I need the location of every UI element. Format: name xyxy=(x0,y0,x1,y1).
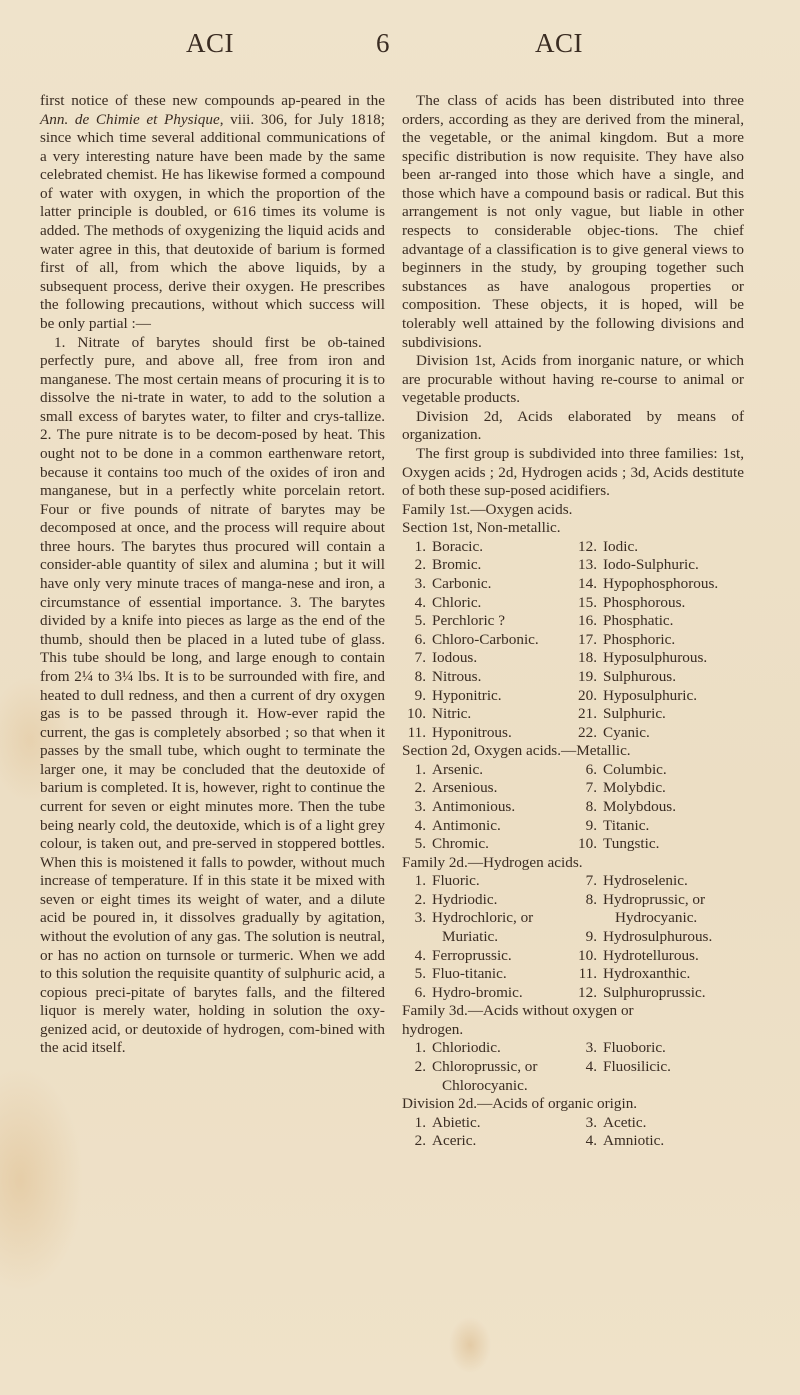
item-number: 7. xyxy=(585,872,597,890)
item-number: 12. xyxy=(578,983,597,1001)
acid-name: Columbic. xyxy=(603,760,667,778)
acid-name: Hydroselenic. xyxy=(603,872,688,890)
acid-name: Iodous. xyxy=(432,649,478,667)
journal-title: Ann. de Chimie et Physique xyxy=(40,110,220,128)
item-number: 4. xyxy=(414,946,426,964)
item-number: 21. xyxy=(578,705,597,723)
acid-name: Bromic. xyxy=(432,556,482,574)
acid-name: Tungstic. xyxy=(603,835,660,853)
list-item xyxy=(402,575,573,594)
list-item xyxy=(402,965,573,984)
acid-name-continued: Chlorocyanic. xyxy=(442,1076,528,1094)
list-item xyxy=(402,668,573,687)
item-number: 11. xyxy=(407,723,426,741)
item-number: 4. xyxy=(585,1132,597,1150)
acid-name: Amniotic. xyxy=(603,1132,665,1150)
list-item xyxy=(573,798,744,817)
acid-name: Hydriodic. xyxy=(432,890,498,908)
item-number: 15. xyxy=(578,593,597,611)
running-head-left: ACI xyxy=(186,28,234,58)
item-number: 8. xyxy=(585,890,597,908)
list-item xyxy=(573,575,744,594)
list-item xyxy=(402,984,573,1003)
acid-name: Nitric. xyxy=(432,705,472,723)
item-number: 3. xyxy=(414,575,426,593)
item-number: 7. xyxy=(414,649,426,667)
item-number: 6. xyxy=(414,983,426,1001)
family-3-title: Family 3d.—Acids without oxygen or hydrogen. xyxy=(402,1002,634,1038)
acid-name: Ferroprussic. xyxy=(432,946,512,964)
item-number: 17. xyxy=(578,630,597,648)
acid-name: Chloriodic. xyxy=(432,1039,501,1057)
list-item xyxy=(573,538,744,557)
acid-name: Phosphorous. xyxy=(603,593,686,611)
list-item xyxy=(402,1077,573,1096)
family-1-title: Family 1st.—Oxygen acids. xyxy=(402,500,573,518)
list-item xyxy=(573,1114,744,1133)
acid-name: Hyposulphurous. xyxy=(603,649,708,667)
acid-name: Chloric. xyxy=(432,593,482,611)
list-item xyxy=(402,817,573,836)
acid-name: Sulphuroprussic. xyxy=(603,983,706,1001)
acid-name: Phosphatic. xyxy=(603,612,674,630)
acid-name: Hyponitrous. xyxy=(432,723,512,741)
acid-name: Fluo-titanic. xyxy=(432,965,507,983)
list-item xyxy=(573,594,744,613)
acid-name: Nitrous. xyxy=(432,667,482,685)
list-item xyxy=(402,798,573,817)
division-2-acid-list xyxy=(402,1114,744,1151)
list-item xyxy=(573,1132,744,1151)
list-item xyxy=(573,649,744,668)
list-item xyxy=(573,1058,744,1077)
item-number: 1. xyxy=(414,760,426,778)
acid-name: Iodo-Sulphuric. xyxy=(603,556,699,574)
list-item xyxy=(573,779,744,798)
acid-name: Aceric. xyxy=(432,1132,477,1150)
acid-name: Hydrosulphurous. xyxy=(603,928,713,946)
list-item xyxy=(402,909,573,928)
acid-name: Antimonic. xyxy=(432,816,501,834)
paragraph-intro: first notice of these new compounds ap-peared in the Ann. de Chimie et Physique, viii. 306, for July 1818; since which time several additional communications of a very interesting nature have been made by the same celebrated chemist. He has likewise formed a compound of water with oxygen, in which the proportion of the latter principle is doubled, or 616 times its volume is added. The methods of oxygenizing the liquid acids and water agree in this, that deutoxide of barium is formed first of all, from which the above liquids, by a subsequent process, derive their oxygen. He prescribes the following precautions, without which success will be only partial :— xyxy=(40,92,385,332)
list-item xyxy=(402,1058,573,1077)
list-item xyxy=(573,687,744,706)
acid-name: Chloroprussic, or xyxy=(432,1058,538,1076)
list-item xyxy=(573,668,744,687)
division-2-title: Division 2d.—Acids of organic origin. xyxy=(402,1095,638,1113)
list-item xyxy=(402,872,573,891)
item-number: 5. xyxy=(414,835,426,853)
list-item xyxy=(402,705,573,724)
item-number: 4. xyxy=(414,816,426,834)
list-item xyxy=(402,724,573,743)
acid-name: Hydrotellurous. xyxy=(603,946,699,964)
list-item xyxy=(573,909,744,928)
list-item xyxy=(573,1039,744,1058)
acid-name: Phosphoric. xyxy=(603,630,676,648)
item-number: 1. xyxy=(414,537,426,555)
list-item xyxy=(402,556,573,575)
acid-name: Cyanic. xyxy=(603,723,650,741)
list-item xyxy=(573,835,744,854)
item-number: 2. xyxy=(414,1132,426,1150)
list-item xyxy=(573,817,744,836)
section-2-acid-list xyxy=(402,761,744,854)
acid-name: Fluoric. xyxy=(432,872,480,890)
acid-name: Molybdous. xyxy=(603,797,676,815)
item-number: 3. xyxy=(414,797,426,815)
page-number: 6 xyxy=(376,28,390,58)
list-item xyxy=(402,538,573,557)
list-item-empty xyxy=(573,1077,744,1096)
section-1-title: Section 1st, Non-metallic. xyxy=(402,519,561,537)
item-number: 2. xyxy=(414,779,426,797)
paragraph-classification: The class of acids has been distributed into three orders, according as they are derived from the mineral, the vegetable, or the animal kingdom. But a more specific distribution is now requisite. They have also been ar-ranged into those which have a single, and those which have a compound basis or radical. But this arrangement is not only vague, but liable in other respects to considerable objec-tions. The chief advantage of a classification is to give general views to beginners in the study, by grouping together such substances as have analogous properties or composition. These objects, it is hoped, will be tolerably well attained by the following divisions and subdivisions. xyxy=(402,92,744,351)
list-item xyxy=(573,631,744,650)
list-item xyxy=(573,705,744,724)
item-number: 9. xyxy=(414,686,426,704)
item-number: 3. xyxy=(585,1113,597,1131)
item-number: 3. xyxy=(585,1039,597,1057)
acid-name-continued xyxy=(573,1077,615,1096)
family-2-acid-list xyxy=(402,872,744,1002)
list-item xyxy=(573,556,744,575)
list-item xyxy=(402,1039,573,1058)
item-number: 10. xyxy=(578,946,597,964)
item-number: 5. xyxy=(414,612,426,630)
list-item xyxy=(402,612,573,631)
list-item xyxy=(402,631,573,650)
acid-name: Antimonious. xyxy=(432,797,516,815)
list-item xyxy=(573,891,744,910)
list-item xyxy=(402,947,573,966)
acid-name: Arsenic. xyxy=(432,760,484,778)
acid-name: Fluoboric. xyxy=(603,1039,666,1057)
list-item xyxy=(402,761,573,780)
item-number: 22. xyxy=(578,723,597,741)
running-head-right: ACI xyxy=(535,28,583,58)
acid-name: Arsenious. xyxy=(432,779,498,797)
list-item xyxy=(573,612,744,631)
list-item xyxy=(402,594,573,613)
item-number: 9. xyxy=(585,928,597,946)
acid-name: Perchloric ? xyxy=(432,612,505,630)
item-number: 13. xyxy=(578,556,597,574)
item-number: 2. xyxy=(414,890,426,908)
paragraph-precautions: 1. Nitrate of barytes should first be ob-tained perfectly pure, and above all, free from iron and manganese. The most certain means of procuring it is to dissolve the ni-trate in water, to add to the solution a small excess of barytes water, to filter and crys-tallize. 2. The pure nitrate is to be decom-posed by heat. This ought not to be done in a common earthenware retort, because it contains too much of the oxides of iron and manganese, but in a perfectly white porcelain retort. Four or five pounds of nitrate of barytes may be decomposed at once, and the process will require about three hours. The barytes thus procured will contain a consider-able quantity of silex and alumina ; but it will have only very minute traces of manga-nese and iron, a circumstance of essential importance. 3. The barytes divided by a knife into pieces as large as the end of the thumb, should then be placed in a luted tube of glass. This tube should be long, and large enough to contain from 2¼ to 3¼ lbs. It is to be surrounded with fire, and heated to dull redness, and then a current of dry oxygen gas is to be passed through it. How-ever rapid the current, the gas is completely absorbed ; so that when it passes by the small tube, which ought to terminate the larger one, it may be concluded that the deutoxide of barium is completed. It is, however, right to continue the current for seven or eight minutes more. Then the tube being nearly cold, the deutoxide, which is of a light grey colour, is taken out, and pre-served in stoppered bottles. When this is moistened it falls to powder, without much increase of temperature. If in this state it be mixed with seven or eight times its weight of water, and a dilute acid be poured in, it dissolves gradually by agitation, without the evolution of any gas. The solution is neutral, or has no action on turnsole or turmeric. When we add to this solution the requisite quantity of sulphuric acid, a copious preci-pitate of barytes falls, and the filtered liquor is merely water, holding in solution the oxy-genized acid, or deutoxide of hydrogen, com-bined with the acid itself. xyxy=(40,333,385,1057)
running-header xyxy=(0,28,800,68)
list-item xyxy=(402,928,573,947)
acid-name: Titanic. xyxy=(603,816,650,834)
acid-name: Hyponitric. xyxy=(432,686,502,704)
item-number: 16. xyxy=(578,612,597,630)
paragraph-division-1: Division 1st, Acids from inorganic nature, or which are procurable without having re-course to animal or vegetable products. xyxy=(402,352,744,407)
list-item xyxy=(573,928,744,947)
list-item xyxy=(402,649,573,668)
acid-name: Sulphuric. xyxy=(603,705,666,723)
list-item xyxy=(573,984,744,1003)
item-number: 9. xyxy=(585,816,597,834)
item-number: 1. xyxy=(414,872,426,890)
item-number: 20. xyxy=(578,686,597,704)
acid-name: Fluosilicic. xyxy=(603,1058,671,1076)
list-item xyxy=(402,891,573,910)
item-number: 1. xyxy=(414,1113,426,1131)
acid-name: Hydro-bromic. xyxy=(432,983,523,1001)
item-number: 6. xyxy=(414,630,426,648)
item-number: 2. xyxy=(414,556,426,574)
left-column xyxy=(40,92,385,1058)
acid-name: Carbonic. xyxy=(432,575,492,593)
item-number: 2. xyxy=(414,1058,426,1076)
acid-name: Acetic. xyxy=(603,1113,647,1131)
acid-name: Boracic. xyxy=(432,537,484,555)
item-number: 4. xyxy=(585,1058,597,1076)
family-3-acid-list xyxy=(402,1039,744,1095)
item-number: 11. xyxy=(578,965,597,983)
acid-name: Molybdic. xyxy=(603,779,666,797)
list-item xyxy=(573,872,744,891)
list-item xyxy=(402,687,573,706)
acid-name: Hydroxanthic. xyxy=(603,965,691,983)
acid-name: Abietic. xyxy=(432,1113,481,1131)
item-number: 1. xyxy=(414,1039,426,1057)
item-number: 3. xyxy=(414,909,426,927)
paragraph-division-2: Division 2d, Acids elaborated by means of organization. xyxy=(402,407,744,444)
list-item xyxy=(573,947,744,966)
item-number: 19. xyxy=(578,667,597,685)
item-number: 6. xyxy=(585,760,597,778)
acid-name: Chloro-Carbonic. xyxy=(432,630,539,648)
acid-name: Iodic. xyxy=(603,537,639,555)
item-number: 10. xyxy=(578,835,597,853)
acid-name: Chromic. xyxy=(432,835,489,853)
item-number: 10. xyxy=(407,705,426,723)
acid-name-continued: Muriatic. xyxy=(442,928,499,946)
item-number: 5. xyxy=(414,965,426,983)
acid-name: Hydroprussic, or xyxy=(603,890,706,908)
family-2-title: Family 2d.—Hydrogen acids. xyxy=(402,853,583,871)
list-item xyxy=(402,1132,573,1151)
list-item xyxy=(402,779,573,798)
list-item xyxy=(573,724,744,743)
item-number: 8. xyxy=(414,667,426,685)
acid-name: Hydrochloric, or xyxy=(432,909,534,927)
section-2-title: Section 2d, Oxygen acids.—Metallic. xyxy=(402,742,631,760)
list-item xyxy=(573,761,744,780)
item-number: 12. xyxy=(578,537,597,555)
list-item xyxy=(402,1114,573,1133)
right-column xyxy=(402,92,744,1151)
item-number: 14. xyxy=(578,575,597,593)
acid-name-continued: Hydrocyanic. xyxy=(615,909,698,927)
section-1-acid-list xyxy=(402,538,744,742)
paragraph-families: The first group is subdivided into three families: 1st, Oxygen acids ; 2d, Hydrogen acids ; 3d, Acids destitute of both these sup-posed acidifiers. xyxy=(402,444,744,500)
list-item xyxy=(573,965,744,984)
item-number: 8. xyxy=(585,797,597,815)
item-number: 18. xyxy=(578,649,597,667)
acid-name: Hypophosphorous. xyxy=(603,575,719,593)
acid-name: Sulphurous. xyxy=(603,667,676,685)
acid-name: Hyposulphuric. xyxy=(603,686,698,704)
item-number: 4. xyxy=(414,593,426,611)
item-number: 7. xyxy=(585,779,597,797)
list-item xyxy=(402,835,573,854)
